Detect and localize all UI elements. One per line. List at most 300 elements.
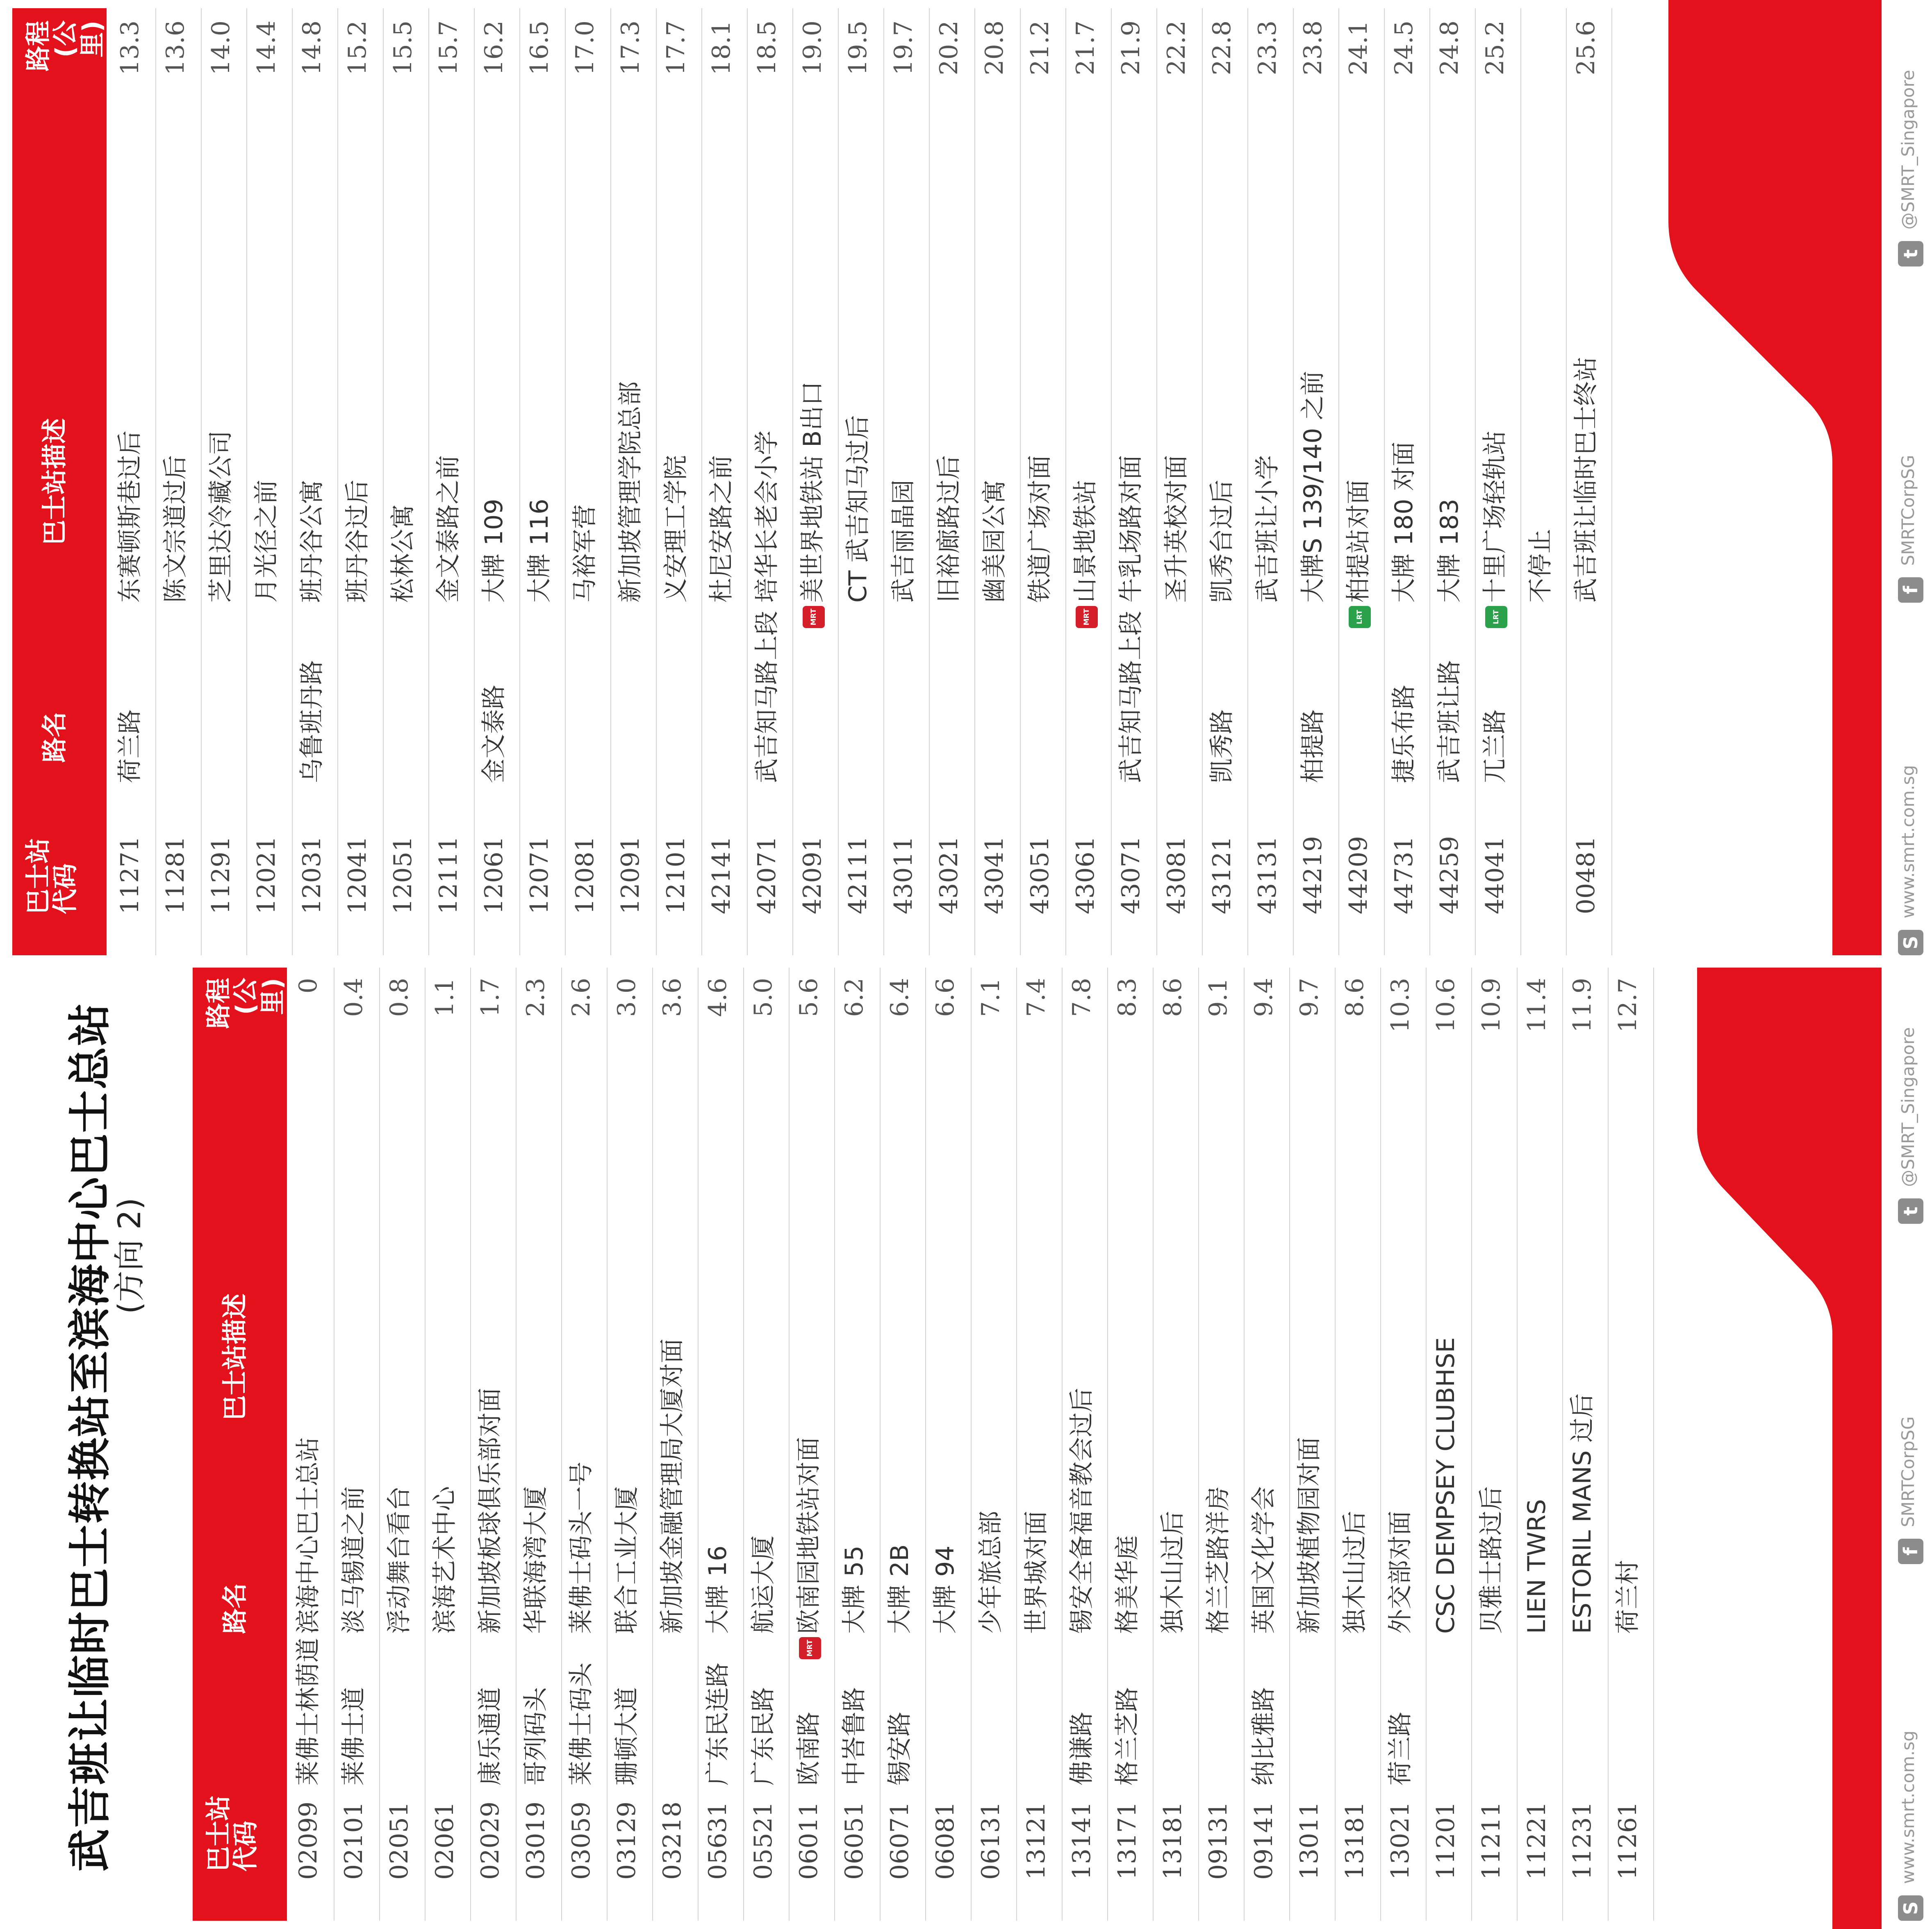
footer-facebook[interactable]: SMRTCorpSG — [1898, 1416, 1918, 1527]
header-dist: 路程(公里) — [203, 978, 287, 1029]
distance-km: 14.0 — [207, 20, 235, 75]
stop-code: 13121 — [1022, 1801, 1051, 1880]
stop-code: 06081 — [931, 1801, 960, 1880]
table-header — [193, 968, 287, 1921]
stop-description — [517, 1486, 555, 1634]
table-row — [202, 8, 240, 955]
stop-code: 02061 — [430, 1801, 459, 1880]
stop-description — [335, 1486, 373, 1634]
road-name: 纳比雅路 — [1249, 1687, 1278, 1786]
page-subtitle: (方向 2) — [111, 1198, 148, 1314]
footer-twitter[interactable]: @SMRT_Singapore — [1898, 1027, 1918, 1187]
twitter-icon[interactable]: t — [1898, 1198, 1923, 1224]
stop-description — [1336, 1511, 1374, 1634]
stop-description — [1563, 1393, 1602, 1634]
stop-description-text: 贝雅士路过后 — [1477, 1486, 1506, 1634]
table-row — [1203, 8, 1241, 955]
stop-code: 11201 — [1431, 1801, 1460, 1880]
stop-code: 44209 — [1344, 836, 1373, 914]
distance-km: 10.3 — [1386, 978, 1415, 1033]
stop-code: 03019 — [521, 1801, 550, 1880]
footer-web[interactable]: www.smrt.com.sg — [1898, 1730, 1918, 1884]
stop-description-text: 大牌 94 — [931, 1545, 960, 1634]
stop-description-text: 少年旅总部 — [976, 1511, 1005, 1634]
stop-description — [562, 1462, 601, 1634]
distance-km: 13.3 — [116, 20, 144, 75]
stop-code: 43041 — [980, 836, 1009, 914]
stop-description — [1248, 455, 1287, 603]
stop-code: 11211 — [1477, 1801, 1506, 1880]
stop-description-text: 独木山过后 — [1158, 1511, 1187, 1634]
stop-code: 12091 — [616, 836, 645, 914]
stop-code: 06011 — [794, 1801, 823, 1880]
table-row — [471, 968, 510, 1921]
smrt-logo-icon: S — [1898, 930, 1923, 955]
stop-description — [1154, 1511, 1192, 1634]
stop-description — [384, 504, 422, 603]
stop-code: 13021 — [1386, 1801, 1415, 1880]
stop-description-text: 旧裕廊路过后 — [935, 455, 963, 603]
table-row — [839, 8, 877, 955]
table-row — [657, 8, 695, 955]
stop-code: 12101 — [662, 836, 690, 914]
distance-km: 16.2 — [480, 20, 508, 75]
table-row — [748, 8, 786, 955]
road-name: 柏提路 — [1299, 709, 1327, 783]
distance-km: 10.9 — [1477, 978, 1506, 1033]
table-row — [653, 968, 692, 1921]
road-name: 武吉知马路上段 — [753, 611, 781, 783]
table-row — [293, 8, 331, 955]
stop-description — [426, 1486, 464, 1634]
lrt-icon: LRT — [1485, 606, 1507, 628]
stop-description-text: 芝里达冷藏公司 — [207, 430, 235, 603]
distance-km: 19.7 — [889, 20, 918, 75]
distance-km: 3.6 — [658, 978, 687, 1017]
stop-description — [699, 1546, 737, 1634]
distance-km: 24.1 — [1344, 20, 1373, 75]
stop-code: 12041 — [343, 836, 372, 914]
stop-description-text: 浮动舞台看台 — [385, 1486, 414, 1634]
table-row — [338, 8, 377, 955]
lrt-icon: LRT — [1349, 606, 1371, 628]
stop-code: 43051 — [1026, 836, 1054, 914]
stop-code: 05631 — [703, 1801, 732, 1880]
stop-description-text: 美世界地铁站 B出口 — [798, 381, 827, 603]
stop-description — [520, 499, 559, 603]
road-name: 武吉知马路上段 — [1117, 611, 1145, 783]
stop-code: 13011 — [1295, 1801, 1324, 1880]
stop-description-text: 外交部对面 — [1386, 1511, 1415, 1634]
distance-km: 24.5 — [1390, 20, 1418, 75]
distance-km: 6.4 — [885, 978, 914, 1017]
stop-code: 11271 — [116, 836, 144, 914]
header-dist: 路程(公里) — [23, 20, 107, 72]
stop-description-text: 大牌 2B — [885, 1544, 914, 1634]
table-row — [247, 8, 286, 955]
stop-description-text: 莱佛士码头一号 — [567, 1462, 596, 1634]
table-row — [1381, 968, 1420, 1921]
table-row — [1063, 968, 1101, 1921]
stop-description — [1021, 455, 1059, 603]
stop-code: 03059 — [567, 1801, 596, 1880]
distance-km: 21.2 — [1026, 20, 1054, 75]
stop-code: 43121 — [1208, 836, 1236, 914]
stop-description-text: 新加坡管理学院总部 — [616, 381, 645, 603]
stop-code: 09131 — [1204, 1801, 1233, 1880]
left-footer — [1886, 968, 1932, 1921]
stop-description — [975, 480, 1014, 603]
footer-web[interactable]: www.smrt.com.sg — [1898, 765, 1918, 918]
distance-km: 6.6 — [931, 978, 960, 1017]
stop-description-text: 幽美园公寓 — [980, 480, 1009, 603]
distance-km: 3.0 — [612, 978, 641, 1017]
table-row — [1248, 8, 1287, 955]
stop-code: 43061 — [1071, 836, 1100, 914]
stop-description-text: 月光径之前 — [252, 480, 281, 603]
road-name: 捷乐布路 — [1390, 685, 1418, 783]
right-panel — [0, 0, 1932, 955]
distance-km: 19.0 — [798, 20, 827, 75]
distance-km: 5.6 — [794, 978, 823, 1017]
stop-description-text: CT 武吉知马过后 — [844, 415, 872, 603]
stop-description-text: 新加坡植物园对面 — [1295, 1437, 1324, 1634]
stop-description-text: 圣升英校对面 — [1162, 455, 1191, 603]
table-row — [1609, 968, 1647, 1921]
stop-code: 11281 — [161, 836, 190, 914]
stop-description — [111, 430, 149, 603]
stop-code: 02099 — [294, 1801, 323, 1880]
distance-km: 18.1 — [707, 20, 736, 75]
stop-description-text: 荷兰村 — [1613, 1560, 1642, 1634]
mrt-icon: MRT — [799, 1637, 821, 1659]
road-name: 欧南路 — [794, 1712, 823, 1786]
table-row — [884, 8, 923, 955]
stop-description-text: 航运大厦 — [749, 1535, 778, 1634]
stop-description-text: 柏提站对面 — [1344, 480, 1373, 603]
distance-km: 8.6 — [1158, 978, 1187, 1017]
mrt-icon: MRT — [803, 606, 825, 628]
stop-code: 43131 — [1253, 836, 1282, 914]
facebook-icon[interactable]: f — [1898, 577, 1923, 603]
table-row — [517, 968, 555, 1921]
stop-code: 12071 — [525, 836, 554, 914]
road-name: 莱佛士林荫道 — [294, 1638, 323, 1786]
distance-km: 22.8 — [1208, 20, 1236, 75]
red-decorative-band — [1677, 968, 1882, 1929]
road-name: 康乐通道 — [476, 1687, 505, 1786]
stop-description-text: 不停止 — [1526, 529, 1555, 603]
smrt-logo-icon: S — [1898, 1895, 1923, 1921]
stop-description-text: 松林公寓 — [389, 504, 417, 603]
road-name: 荷兰路 — [116, 709, 144, 783]
stop-description — [744, 1535, 783, 1634]
stop-description-text: 华联海湾大厦 — [521, 1486, 550, 1634]
stop-description — [835, 1546, 874, 1634]
facebook-icon[interactable]: f — [1898, 1539, 1923, 1564]
road-name: 金文泰路 — [480, 685, 508, 783]
road-name: 中峇鲁路 — [840, 1687, 869, 1786]
distance-km: 9.1 — [1204, 978, 1233, 1017]
distance-km: 18.5 — [753, 20, 781, 75]
stop-description — [972, 1511, 1010, 1634]
stop-description-text: ESTORIL MANS 过后 — [1568, 1393, 1597, 1634]
stop-description-text: 大牌 116 — [525, 499, 554, 603]
stop-description — [429, 455, 468, 603]
road-name: 格兰芝路 — [1113, 1687, 1142, 1786]
table-row — [790, 968, 828, 1921]
distance-km: 0 — [294, 978, 323, 994]
distance-km: 2.3 — [521, 978, 550, 1017]
stop-code: 44259 — [1435, 836, 1464, 914]
distance-km: 20.2 — [935, 20, 963, 75]
stop-description — [702, 455, 741, 603]
distance-km: 25.2 — [1481, 20, 1509, 75]
stop-description — [790, 1437, 828, 1659]
stop-description-text: 新加坡金融管理局大厦对面 — [658, 1339, 687, 1634]
stop-code: 13141 — [1067, 1801, 1096, 1880]
distance-km: 7.1 — [976, 978, 1005, 1017]
stop-description-text: 培华长老会小学 — [753, 430, 781, 603]
table-row — [1154, 968, 1192, 1921]
road-name: 莱佛士道 — [339, 1687, 368, 1786]
table-row — [156, 8, 195, 955]
left-panel — [0, 968, 1932, 1929]
stop-description — [608, 1486, 646, 1634]
stop-code: 12021 — [252, 836, 281, 914]
distance-km: 5.0 — [749, 978, 778, 1017]
stop-description — [1063, 1388, 1101, 1634]
distance-km: 17.0 — [571, 20, 599, 75]
distance-km: 11.9 — [1568, 978, 1597, 1033]
stop-description — [1066, 480, 1105, 628]
stop-code: 09141 — [1249, 1801, 1278, 1880]
stop-code: 11291 — [207, 836, 235, 914]
stop-code: 02051 — [385, 1801, 414, 1880]
header-desc: 巴士站描述 — [220, 1293, 250, 1421]
stop-description-text: 马裕军营 — [571, 504, 599, 603]
distance-km: 10.6 — [1431, 978, 1460, 1033]
stop-code: 12081 — [571, 836, 599, 914]
header-code: 巴士站代码 — [23, 838, 80, 914]
road-name: 荷兰路 — [1386, 1712, 1415, 1786]
table-row — [566, 8, 604, 955]
table-row — [1066, 8, 1105, 955]
stop-description-text: 铁道广场对面 — [1026, 455, 1054, 603]
table-row — [1199, 968, 1238, 1921]
footer-twitter[interactable]: @SMRT_Singapore — [1898, 70, 1918, 230]
stop-description-text: 大牌S 139/140 之前 — [1299, 371, 1327, 603]
stop-code: 43071 — [1117, 836, 1145, 914]
distance-km: 9.4 — [1249, 978, 1278, 1017]
stop-description-text: 格兰芝路洋房 — [1204, 1486, 1233, 1634]
distance-km: 19.5 — [844, 20, 872, 75]
stop-description — [884, 480, 923, 603]
stop-description-text: 凯秀台过后 — [1208, 480, 1236, 603]
table-row — [111, 8, 149, 955]
table-row — [1108, 968, 1147, 1921]
stop-code: 03129 — [612, 1801, 641, 1880]
stop-code: 13181 — [1158, 1801, 1187, 1880]
stop-description-text: 英国文化学会 — [1249, 1486, 1278, 1634]
stop-description — [611, 381, 650, 603]
stop-description-text: 班丹谷公寓 — [298, 480, 326, 603]
table-row — [1245, 968, 1283, 1921]
stop-code: 11221 — [1522, 1801, 1551, 1880]
stop-description — [1203, 480, 1241, 603]
table-row — [975, 8, 1014, 955]
stop-description-text: 十里广场轻轨站 — [1481, 430, 1509, 603]
stop-description — [793, 381, 832, 628]
table-row — [475, 8, 513, 955]
stop-description-text: 独木山过后 — [1340, 1511, 1369, 1634]
stop-code: 12061 — [480, 836, 508, 914]
stop-description — [748, 430, 786, 603]
stop-code: 00481 — [1572, 836, 1600, 914]
stop-code: 42071 — [753, 836, 781, 914]
stop-description-text: 淡马锡道之前 — [339, 1486, 368, 1634]
stop-description-text: 山景地铁站 — [1071, 480, 1100, 603]
table-row — [1336, 968, 1374, 1921]
stop-description — [1290, 1437, 1329, 1634]
distance-km: 14.8 — [298, 20, 326, 75]
distance-km: 15.2 — [343, 20, 372, 75]
distance-km: 20.8 — [980, 20, 1009, 75]
stop-description — [247, 480, 286, 603]
distance-km: 1.1 — [430, 978, 459, 1017]
distance-km: 2.6 — [567, 978, 596, 1017]
distance-km: 9.7 — [1295, 978, 1324, 1017]
stop-code: 06051 — [840, 1801, 869, 1880]
distance-km: 14.4 — [252, 20, 281, 75]
stop-code: 06131 — [976, 1801, 1005, 1880]
distance-km: 25.6 — [1572, 20, 1600, 75]
stop-description-text: 大牌 180 对面 — [1390, 442, 1418, 603]
distance-km: 7.8 — [1067, 978, 1096, 1017]
table-row — [1518, 968, 1556, 1921]
stop-code: 12031 — [298, 836, 326, 914]
stop-description — [1199, 1486, 1238, 1634]
stop-description-text: 滨海艺术中心 — [430, 1486, 459, 1634]
stop-code: 06071 — [885, 1801, 914, 1880]
stop-description — [881, 1544, 919, 1634]
header-desc: 巴士站描述 — [39, 418, 69, 545]
stop-description — [1108, 1535, 1147, 1634]
stop-code: 05521 — [749, 1801, 778, 1880]
table-row — [562, 968, 601, 1921]
stop-description-text: 新加坡板球俱乐部对面 — [476, 1388, 505, 1634]
distance-km: 0.4 — [339, 978, 368, 1017]
stop-description — [1157, 455, 1196, 603]
row-divider — [1653, 968, 1654, 1921]
road-name: 珊顿大道 — [612, 1687, 641, 1786]
table-row — [1112, 8, 1150, 955]
stop-description — [930, 455, 968, 603]
road-name: 锡安路 — [885, 1712, 914, 1786]
table-row — [1563, 968, 1602, 1921]
table-row — [702, 8, 741, 955]
table-row — [793, 8, 832, 955]
distance-km: 8.3 — [1113, 978, 1142, 1017]
right-footer — [1886, 8, 1932, 955]
distance-km: 7.4 — [1022, 978, 1051, 1017]
table-row — [972, 968, 1010, 1921]
distance-km: 23.8 — [1299, 20, 1327, 75]
road-name: 广东民路 — [749, 1687, 778, 1786]
stop-description — [657, 455, 695, 603]
distance-km: 8.6 — [1340, 978, 1369, 1017]
table-row — [380, 968, 419, 1921]
stop-description — [380, 1486, 419, 1634]
distance-km: 17.3 — [616, 20, 645, 75]
stop-description — [475, 499, 513, 603]
road-name: 乌鲁班丹路 — [298, 660, 326, 783]
distance-km: 0.8 — [385, 978, 414, 1017]
stop-description — [1472, 1486, 1511, 1634]
table-row — [1017, 968, 1056, 1921]
stop-description — [293, 480, 331, 603]
stop-description — [566, 504, 604, 603]
footer-facebook[interactable]: SMRTCorpSG — [1898, 455, 1918, 566]
stop-code: 44041 — [1481, 836, 1509, 914]
stop-description-text: 武吉班让临时巴士终站 — [1572, 357, 1600, 603]
stop-description-text: 金文泰路之前 — [434, 455, 463, 603]
stop-description-text: 杜尼安路之前 — [707, 455, 736, 603]
stop-description-text: 滨海中心巴士总站 — [294, 1437, 323, 1634]
table-header — [12, 8, 107, 955]
distance-km: 15.7 — [434, 20, 463, 75]
stop-code: 03218 — [658, 1801, 687, 1880]
stop-description — [1518, 1499, 1556, 1634]
stop-description-text: 锡安全备福音教会过后 — [1067, 1388, 1096, 1634]
stop-code: 42111 — [844, 836, 872, 914]
stop-description — [653, 1339, 692, 1634]
distance-km: 21.9 — [1117, 20, 1145, 75]
stop-description-text: 格美华庭 — [1113, 1535, 1142, 1634]
stop-description — [1017, 1511, 1056, 1634]
stop-description — [1112, 455, 1150, 603]
stop-code: 02029 — [476, 1801, 505, 1880]
table-row — [520, 8, 559, 955]
table-row — [611, 8, 650, 955]
stop-code: 13171 — [1113, 1801, 1142, 1880]
stop-description — [1381, 1511, 1420, 1634]
stop-code: 44731 — [1390, 836, 1418, 914]
stop-description-text: 世界城对面 — [1022, 1511, 1051, 1634]
road-name: 兀兰路 — [1481, 709, 1509, 783]
stop-code: 42091 — [798, 836, 827, 914]
header-code: 巴士站代码 — [203, 1795, 260, 1872]
stop-description-text: 义安理工学院 — [662, 455, 690, 603]
table-row — [335, 968, 373, 1921]
header-road: 路名 — [220, 1583, 250, 1634]
stop-description — [289, 1437, 328, 1634]
table-row — [835, 968, 874, 1921]
table-row — [1021, 8, 1059, 955]
stop-code: 12111 — [434, 836, 463, 914]
distance-km: 23.3 — [1253, 20, 1282, 75]
stop-description-text: 欧南园地铁站对面 — [794, 1437, 823, 1634]
road-name: 广东民连路 — [703, 1663, 732, 1786]
stop-code: 11261 — [1613, 1801, 1642, 1880]
stop-description — [839, 415, 877, 603]
stop-description-text: 东赛顿斯巷过后 — [116, 430, 144, 603]
stop-code: 11231 — [1568, 1801, 1597, 1880]
stop-code: 02101 — [339, 1801, 368, 1880]
road-name: 武吉班让路 — [1435, 660, 1464, 783]
twitter-icon[interactable]: t — [1898, 241, 1923, 266]
stop-description-text: 班丹谷过后 — [343, 480, 372, 603]
